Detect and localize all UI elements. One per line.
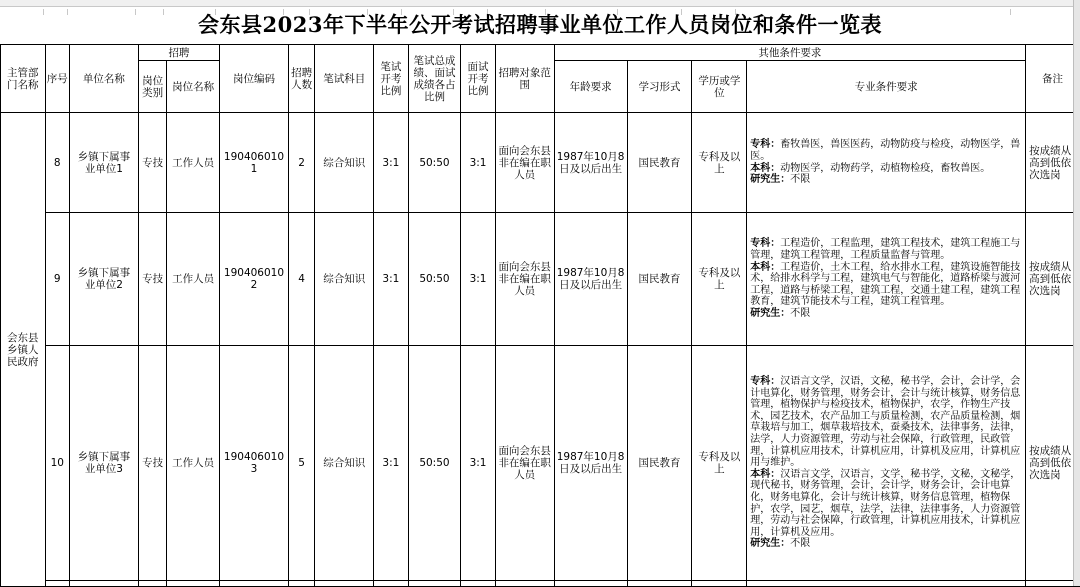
seq-cell[interactable]: 9 bbox=[45, 213, 69, 346]
dept-name-cell[interactable]: 会东县乡镇人民政府 bbox=[1, 113, 46, 587]
header-score-ratio[interactable]: 笔试总成绩、面试成绩各占比例 bbox=[408, 45, 461, 113]
post-type-cell[interactable]: 专技 bbox=[138, 213, 166, 346]
major-zk-text: 工程造价，工程监理，建筑工程技术，建筑工程施工与管理，建筑工程管理，工程质量监督与管理。 bbox=[750, 238, 1021, 262]
remark-cell[interactable]: 按成绩从高到低依次选岗 bbox=[1026, 346, 1080, 581]
header-degree[interactable]: 学历或学位 bbox=[692, 61, 747, 113]
age-cell[interactable]: 1987年10月8日及以后出生 bbox=[554, 346, 627, 581]
target-cell[interactable]: 面向会东县非在编在职人员 bbox=[495, 113, 554, 213]
unit-cell[interactable]: 乡镇下属事业单位1 bbox=[69, 113, 138, 213]
header-age[interactable]: 年龄要求 bbox=[554, 61, 627, 113]
header-post-type[interactable]: 岗位类别 bbox=[138, 61, 166, 113]
major-bk-text: 汉语言文学，汉语言，文学，秘书学，文秘，文秘学，现代秘书，财务管理，会计，会计学，财务会计，会计电算化，财务电算化，会计与统计核算，财务信息管理，植物保护，农学，园艺，烟草，法学，法律，法律事务，人力资源管理，劳动与社会保障，行政管理，计算机应用技术，计算机应用，计算机及应用。 bbox=[750, 468, 1021, 538]
header-dept[interactable]: 主管部门名称 bbox=[1, 45, 46, 113]
major-zk-text: 汉语言文学，汉语，文秘，秘书学，会计，会计学，会计电算化，财务管理，财务会计，会计与统计核算，财务信息管理，植物保护与检疫技术，植物保护，农学，作物生产技术，园艺技术，农产品加工与质量检测，农产品质量检测，烟草栽培与加工，烟草栽培技术，蚕桑技术，法律事务，法律，法学，人力资源管理，劳动与社会保障，行政管理，民政管理，计算机应用技术，计算机应用，计算机及应用，计算机应用与维护。 bbox=[750, 376, 1021, 469]
major-bk-text: 动物医学，动物药学，动植物检疫，畜牧兽医。 bbox=[780, 162, 991, 174]
major-yjs-text: 不限 bbox=[790, 174, 811, 186]
age-cell[interactable]: 1987年10月8日及以后出生 bbox=[554, 113, 627, 213]
exam-ratio-cell[interactable]: 3:1 bbox=[374, 346, 408, 581]
header-study[interactable]: 学习形式 bbox=[627, 61, 692, 113]
study-cell[interactable]: 国民教育 bbox=[627, 213, 692, 346]
header-unit[interactable]: 单位名称 bbox=[69, 45, 138, 113]
header-count[interactable]: 招聘人数 bbox=[288, 45, 314, 113]
major-bk-text: 工程造价，土木工程，给水排水工程，建筑设施智能技术，给排水科学与工程，建筑电气与智能化，道路桥梁与渡河工程，道路与桥梁工程，建筑工程，交通土建工程，建筑工程教育，建筑节能技术与工程，建筑工程管理。 bbox=[750, 261, 1021, 308]
major-bk-label: 本科： bbox=[750, 468, 781, 480]
post-type-cell[interactable]: 专技 bbox=[138, 346, 166, 581]
count-cell[interactable]: 4 bbox=[288, 213, 314, 346]
header-exam-ratio[interactable]: 笔试开考比例 bbox=[374, 45, 408, 113]
interview-ratio-cell[interactable]: 3:1 bbox=[461, 113, 495, 213]
unit-cell[interactable]: 乡镇下属事业单位3 bbox=[69, 346, 138, 581]
major-yjs-text: 不限 bbox=[790, 538, 811, 550]
major-cell[interactable] bbox=[747, 346, 1026, 581]
header-recruit[interactable]: 招聘 bbox=[138, 45, 219, 61]
major-yjs-text: 不限 bbox=[790, 307, 811, 319]
degree-cell[interactable]: 专科及以上 bbox=[692, 346, 747, 581]
post-code-cell[interactable]: 1904060102 bbox=[220, 213, 289, 346]
table-row bbox=[1, 213, 1080, 346]
score-ratio-cell[interactable]: 50:50 bbox=[408, 346, 461, 581]
score-ratio-cell[interactable]: 50:50 bbox=[408, 213, 461, 346]
post-name-cell[interactable]: 工作人员 bbox=[167, 346, 220, 581]
subject-cell[interactable]: 综合知识 bbox=[315, 213, 374, 346]
page-title: 会东县2023年下半年公开考试招聘事业单位工作人员岗位和条件一览表 bbox=[198, 12, 882, 37]
position-table bbox=[0, 44, 1080, 587]
count-cell[interactable]: 2 bbox=[288, 113, 314, 213]
header-seq[interactable]: 序号 bbox=[45, 45, 69, 113]
subject-cell[interactable]: 综合知识 bbox=[315, 346, 374, 581]
post-name-cell[interactable]: 工作人员 bbox=[167, 113, 220, 213]
header-other[interactable]: 其他条件要求 bbox=[554, 45, 1026, 61]
header-major[interactable]: 专业条件要求 bbox=[747, 61, 1026, 113]
age-cell[interactable]: 1987年10月8日及以后出生 bbox=[554, 213, 627, 346]
target-cell[interactable]: 面向会东县非在编在职人员 bbox=[495, 213, 554, 346]
table-row bbox=[1, 113, 1080, 213]
study-cell[interactable]: 国民教育 bbox=[627, 113, 692, 213]
header-target[interactable]: 招聘对象范围 bbox=[495, 45, 554, 113]
seq-cell[interactable]: 8 bbox=[45, 113, 69, 213]
major-zk-label: 专科： bbox=[750, 238, 781, 250]
major-cell[interactable] bbox=[747, 213, 1026, 346]
table-row bbox=[1, 346, 1080, 581]
remark-cell[interactable]: 按成绩从高到低依次选岗 bbox=[1026, 213, 1080, 346]
major-zk-label: 专科： bbox=[750, 376, 781, 388]
major-yjs-label: 研究生： bbox=[750, 538, 791, 550]
post-name-cell[interactable]: 工作人员 bbox=[167, 213, 220, 346]
major-zk-label: 专科： bbox=[750, 139, 781, 151]
header-interview-ratio[interactable]: 面试开考比例 bbox=[461, 45, 495, 113]
header-post-name[interactable]: 岗位名称 bbox=[167, 61, 220, 113]
remark-cell[interactable]: 按成绩从高到低依次选岗 bbox=[1026, 113, 1080, 213]
header-subject[interactable]: 笔试科目 bbox=[315, 45, 374, 113]
unit-cell[interactable]: 乡镇下属事业单位2 bbox=[69, 213, 138, 346]
target-cell[interactable]: 面向会东县非在编在职人员 bbox=[495, 346, 554, 581]
major-yjs-label: 研究生： bbox=[750, 174, 791, 186]
major-yjs-label: 研究生： bbox=[750, 307, 791, 319]
interview-ratio-cell[interactable]: 3:1 bbox=[461, 346, 495, 581]
subject-cell[interactable]: 综合知识 bbox=[315, 113, 374, 213]
post-type-cell[interactable]: 专技 bbox=[138, 113, 166, 213]
degree-cell[interactable]: 专科及以上 bbox=[692, 113, 747, 213]
post-code-cell[interactable]: 1904060101 bbox=[220, 113, 289, 213]
exam-ratio-cell[interactable]: 3:1 bbox=[374, 113, 408, 213]
study-cell[interactable]: 国民教育 bbox=[627, 346, 692, 581]
interview-ratio-cell[interactable]: 3:1 bbox=[461, 213, 495, 346]
header-post-code[interactable]: 岗位编码 bbox=[220, 45, 289, 113]
major-zk-text: 畜牧兽医，兽医医药，动物防疫与检疫，动物医学，兽医。 bbox=[750, 139, 1021, 162]
count-cell[interactable]: 5 bbox=[288, 346, 314, 581]
exam-ratio-cell[interactable]: 3:1 bbox=[374, 213, 408, 346]
score-ratio-cell[interactable]: 50:50 bbox=[408, 113, 461, 213]
column-header-strip bbox=[0, 0, 1080, 7]
post-code-cell[interactable]: 1904060103 bbox=[220, 346, 289, 581]
degree-cell[interactable]: 专科及以上 bbox=[692, 213, 747, 346]
seq-cell[interactable]: 10 bbox=[45, 346, 69, 581]
sheet-right-gutter bbox=[1073, 0, 1080, 586]
header-remark[interactable]: 备注 bbox=[1026, 45, 1080, 113]
major-cell[interactable] bbox=[747, 113, 1026, 213]
major-bk-label: 本科： bbox=[750, 261, 781, 273]
major-bk-label: 本科： bbox=[750, 162, 781, 174]
